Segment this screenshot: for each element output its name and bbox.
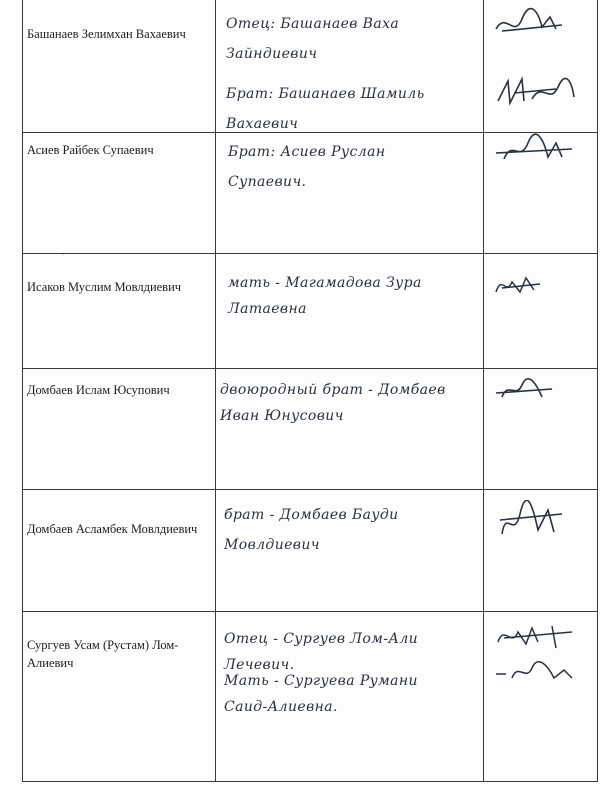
table-row — [23, 369, 598, 490]
person-name-cell — [23, 612, 216, 782]
relative-entry: мать - Магамадова Зура Латаевна — [228, 275, 422, 317]
signature-scribble-icon — [492, 71, 582, 115]
relative-entry: брат - Домбаев Бауди Мовлдиевич — [224, 507, 399, 553]
table-row — [23, 254, 598, 369]
person-name: Башанаев Зелимхан Вахаевич — [27, 27, 186, 41]
relative-entry: Отец - Сургуев Лом-Али Лечевич. — [224, 631, 419, 673]
person-name-cell — [23, 254, 216, 369]
signature-scribble-icon — [492, 500, 572, 544]
table-row — [23, 133, 598, 254]
person-name: Домбаев Ислам Юсупович — [27, 383, 170, 397]
relative-entry: двоюродный брат - Домбаев Иван Юнусович — [220, 382, 446, 424]
signature-scribble-icon — [492, 620, 582, 654]
signature-cell — [484, 490, 598, 612]
relative-cell — [216, 369, 484, 490]
margin-mark: ‘ — [62, 252, 65, 261]
relative-entry: Брат: Асиев Руслан Супаевич. — [228, 144, 386, 190]
signature-cell — [484, 254, 598, 369]
relative-cell — [216, 612, 484, 782]
signature-scribble-icon — [492, 5, 582, 45]
table-row — [23, 490, 598, 612]
signature-scribble-icon — [492, 133, 582, 169]
signature-scribble-icon — [492, 658, 582, 688]
person-name: Асиев Райбек Супаевич — [27, 143, 154, 157]
person-name-cell — [23, 0, 216, 133]
relative-entry: Отец: Башанаев Ваха Зайндиевич — [226, 16, 400, 62]
person-name-cell — [23, 369, 216, 490]
person-name-cell — [23, 133, 216, 254]
signature-cell — [484, 612, 598, 782]
relative-cell — [216, 254, 484, 369]
relative-cell — [216, 490, 484, 612]
relative-entry: Мать - Сургуева Румани Саид-Алиевна. — [224, 673, 418, 715]
table-row — [23, 0, 598, 133]
signature-cell — [484, 0, 598, 133]
person-name: Исаков Муслим Мовлдиевич — [27, 280, 182, 294]
relatives-table — [22, 0, 598, 782]
signature-cell — [484, 369, 598, 490]
person-name-cell — [23, 490, 216, 612]
person-name: Сургуев Усам (Рустам) Лом-Алиевич — [27, 638, 179, 670]
table-row — [23, 612, 598, 782]
relative-cell — [216, 0, 484, 133]
person-name: Домбаев Асламбек Мовлдиевич — [27, 522, 198, 536]
signature-scribble-icon — [492, 270, 552, 300]
signature-cell — [484, 133, 598, 254]
signature-scribble-icon — [492, 375, 562, 405]
relative-cell — [216, 133, 484, 254]
relative-entry: Брат: Башанаев Шамиль Вахаевич — [226, 86, 425, 132]
